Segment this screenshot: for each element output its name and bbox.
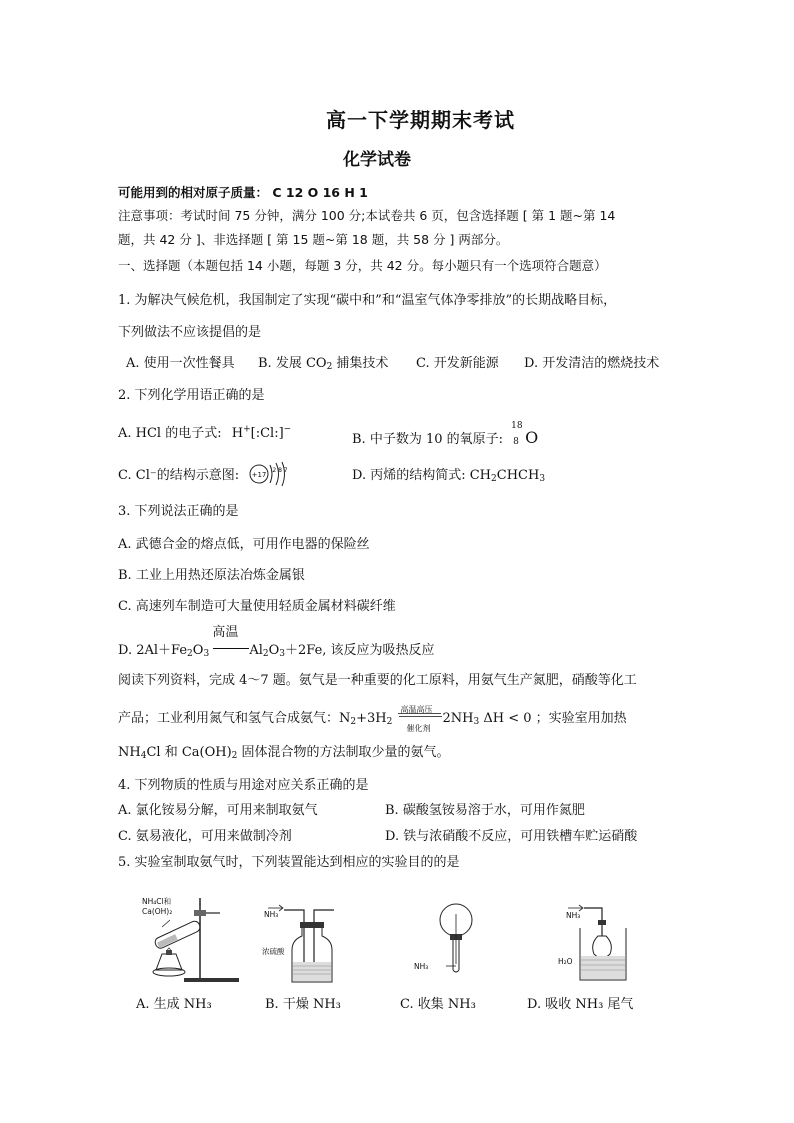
apparatus-b-drying	[262, 900, 352, 986]
section-heading: 一、选择题（本题包括 14 小题，每题 3 分，共 42 分。每小题只有一个选项符合题意）	[118, 258, 607, 273]
q2-option-a: A. HCl 的电子式: H+[:Cl:]−	[118, 424, 292, 441]
reading-line-1: 阅读下列资料，完成 4～7 题。氨气是一种重要的化工原料，用氨气生产氮肥，硝酸等化工	[118, 673, 637, 688]
reading-line-2: 产品；工业利用氮气和氢气合成氨气：$N_2+3H_2$ 高温高压 催化剂 $2NH_3$ ΔH < 0 ；实验室用加热	[118, 705, 627, 733]
q4-option-c: C. 氨易液化，可用来做制冷剂	[118, 829, 292, 844]
page-subtitle: 化学试卷	[343, 150, 411, 170]
electron-shells: 2 8 7	[272, 467, 288, 474]
nuclide-notation: 18 8	[511, 421, 523, 447]
gas-label-c: NH₃	[414, 962, 429, 971]
q2-option-b: B. 中子数为 10 的氧原子: 18 8 O	[352, 421, 539, 447]
liquid-label-d: H₂O	[558, 957, 573, 966]
gas-label-d: NH₃	[566, 911, 581, 920]
apparatus-c-collecting	[410, 900, 490, 986]
q4-stem: 4. 下列物质的性质与用途对应关系正确的是	[118, 778, 369, 793]
q3-stem: 3. 下列说法正确的是	[118, 504, 239, 519]
q1-option-a: A. 使用一次性餐具	[126, 356, 235, 371]
q1-stem-line-1: 1. 为解决气候危机，我国制定了实现“碳中和”和“温室气体净零排放”的长期战略目标，	[118, 293, 617, 308]
q3-option-a: A. 武德合金的熔点低，可用作电器的保险丝	[118, 537, 370, 552]
chloride-ion-structure-diagram	[246, 459, 292, 489]
q3-option-c: C. 高速列车制造可大量使用轻质金属材料碳纤维	[118, 599, 396, 614]
q5-stem: 5. 实验室制取氨气时，下列装置能达到相应的实验目的的是	[118, 855, 460, 870]
apparatus-a-heating	[140, 892, 245, 984]
reagent-label-1: NH₄Cl和	[142, 897, 172, 906]
q1-option-c: C. 开发新能源	[416, 356, 499, 371]
reagent-label-2: Ca(OH)₂	[142, 907, 173, 916]
liquid-label-b: 浓硫酸	[262, 947, 285, 956]
nucleus-charge: +17	[251, 471, 267, 479]
q2-option-c: C. Cl⁻的结构示意图:	[118, 468, 240, 483]
atomic-mass-line: 可能用到的相对原子质量： C 12 O 16 H 1	[118, 185, 368, 200]
notice-line-2: 题，共 42 分 ]、非选择题 [ 第 15 题~第 18 题，共 58 分 ] 两部分。	[118, 232, 509, 247]
page-title: 高一下学期期末考试	[326, 108, 515, 132]
notice-line-1: 注意事项：考试时间 75 分钟，满分 100 分;本试卷共 6 页，包含选择题 [ 第 1 题~第 14	[118, 208, 616, 223]
q3-option-d: D. $2Al+Fe_2O_3$ 高温 $Al_2O_3+2Fe$, 该反应为吸热反应	[118, 625, 435, 659]
reading-line-3: $NH_4Cl$ 和 $Ca(OH)_2$ 固体混合物的方法制取少量的氨气。	[118, 745, 450, 761]
reaction-arrow	[212, 625, 249, 654]
q2-stem: 2. 下列化学用语正确的是	[118, 388, 265, 403]
fig-caption-a: A. 生成 NH₃	[136, 997, 212, 1012]
fig-caption-d: D. 吸收 NH₃ 尾气	[527, 997, 634, 1012]
equilibrium-arrow: 高温高压 催化剂	[400, 705, 433, 733]
fig-caption-b: B. 干燥 NH₃	[265, 997, 341, 1012]
q3-option-b: B. 工业上用热还原法冶炼金属银	[118, 568, 305, 583]
q2-option-d: D. 丙烯的结构简式: $CH_2CHCH_3$	[352, 468, 546, 484]
q1-stem-line-2: 下列做法不应该提倡的是	[118, 325, 262, 340]
reaction-condition: 高温	[212, 625, 239, 640]
q4-option-a: A. 氯化铵易分解，可用来制取氨气	[118, 803, 318, 818]
q4-option-d: D. 铁与浓硝酸不反应，可用铁槽车贮运硝酸	[385, 829, 638, 844]
q4-option-b: B. 碳酸氢铵易溶于水，可用作氮肥	[385, 803, 585, 818]
apparatus-d-absorbing	[558, 900, 648, 986]
q1-option-d: D. 开发清洁的燃烧技术	[524, 356, 660, 371]
fig-caption-c: C. 收集 NH₃	[400, 997, 476, 1012]
gas-label-b: NH₃	[264, 910, 279, 919]
q1-option-b: B. 发展 $CO_2$ 捕集技术	[258, 356, 389, 372]
